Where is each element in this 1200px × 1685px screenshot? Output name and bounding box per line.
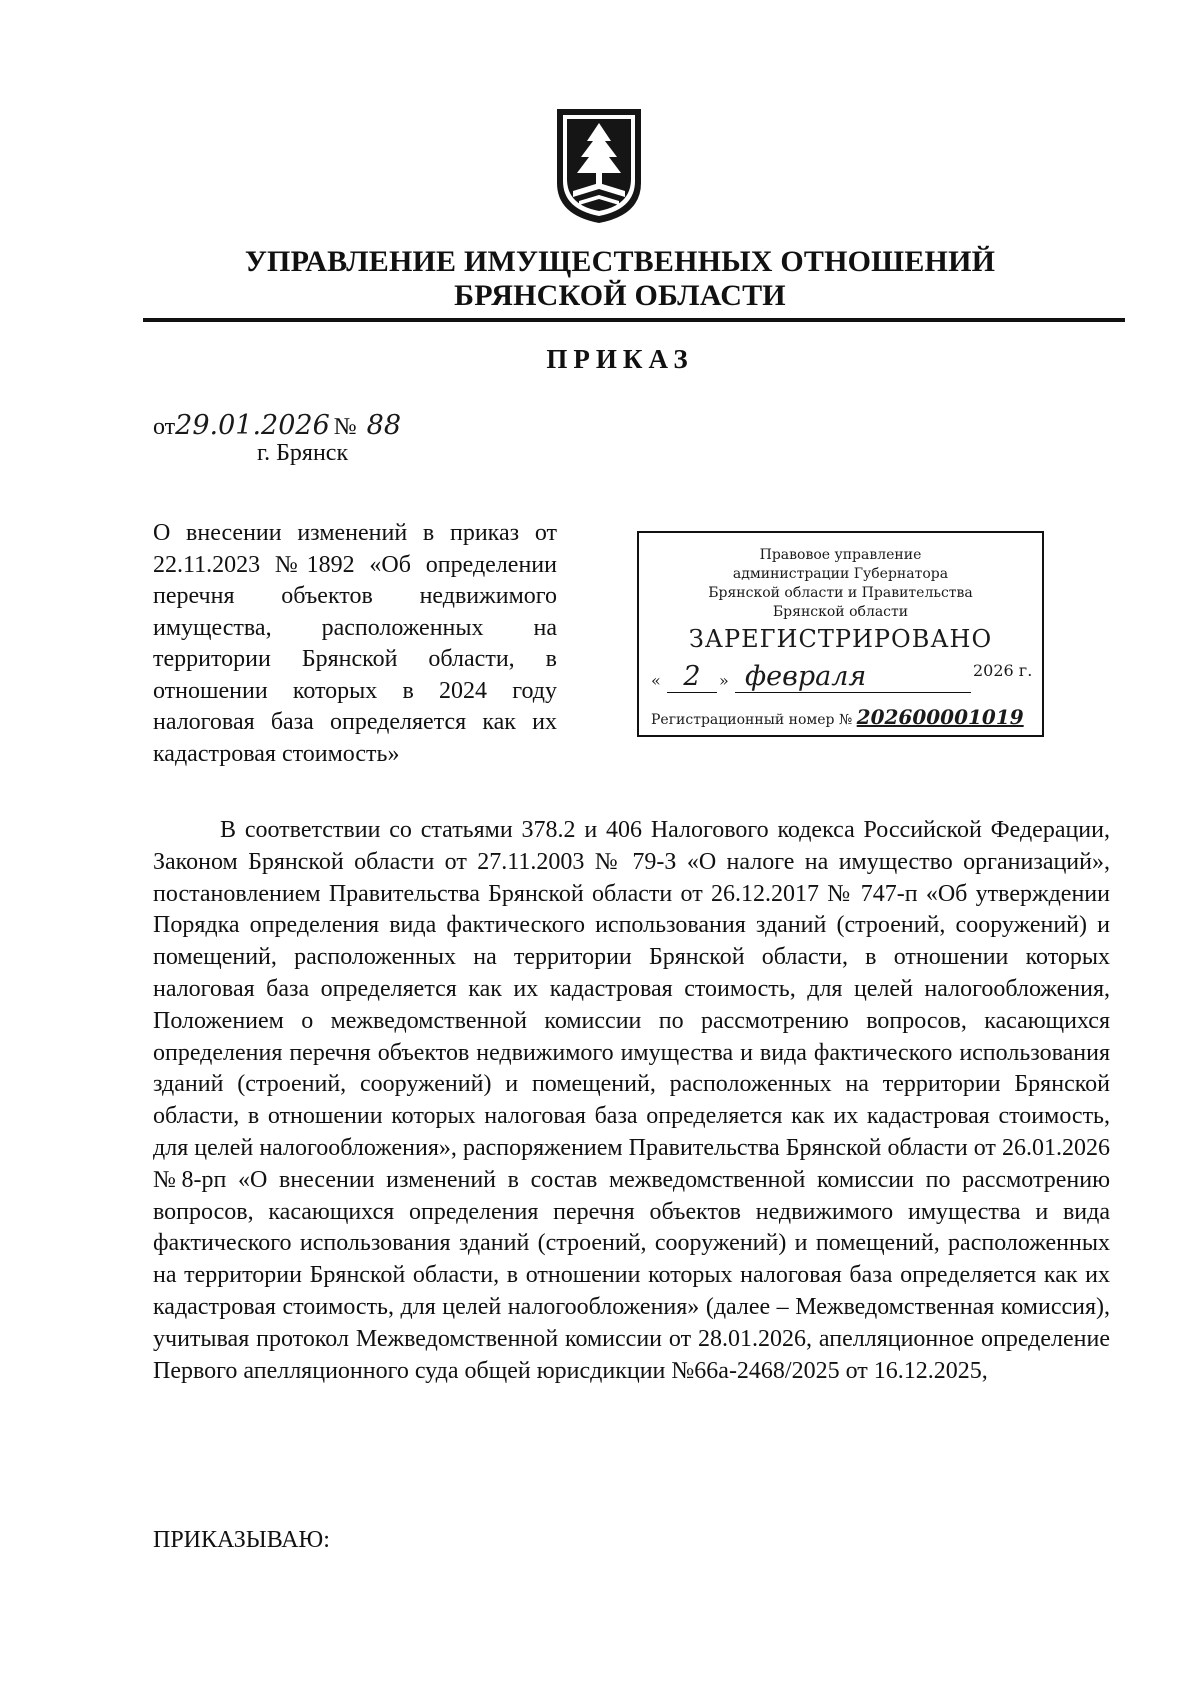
registration-stamp: [637, 531, 1044, 737]
stamp-reg-value: 202600001019: [856, 705, 1024, 729]
city: г. Брянск: [257, 440, 349, 466]
stamp-quote-open: «: [651, 671, 661, 690]
stamp-day: 2: [667, 661, 717, 693]
order-date: 29.01.2026: [175, 410, 330, 441]
order-number: 88: [366, 410, 402, 441]
header-divider: [143, 318, 1125, 322]
stamp-line-3: Брянской области и Правительства: [708, 585, 973, 601]
document-type: ПРИКАЗ: [546, 344, 694, 374]
stamp-line-2: администрации Губернатора: [732, 566, 949, 582]
stamp-quote-close: »: [719, 671, 729, 690]
stamp-line-1: Правовое управление: [759, 547, 922, 563]
stamp-reg-number: [651, 705, 1034, 729]
preamble-paragraph: В соответствии со статьями 378.2 и 406 Налогового кодекса Российской Федерации, Законом Брянской области от 27.11.2003 № 79-З «О налоге на имущество организаций», постановлением Правительства Брянской области от 26.12.2017 № 747-п «Об утверждении Порядка определения вида фактического использования зданий (строений, сооружений) и помещений, расположенных на территории Брянской области, в отношении которых налоговая база определяется как их кадастровая стоимость, для целей налогообложения, Положением о межведомственной комиссии по рассмотрению вопросов, касающихся определения перечня объектов недвижимого имущества и вида фактического использования зданий (строений, сооружений) и помещений, расположенных на территории Брянской области, в отношении которых налоговая база определяется как их кадастровая стоимость, для целей налогообложения», распоряжением Правительства Брянской области от 26.01.2026 №8-рп «О внесении изменений в состав межведомственной комиссии по рассмотрению вопросов, касающихся определения перечня объектов недвижимого имущества и вида фактического использования зданий (строений, сооружений) и помещений, расположенных на территории Брянской области, в отношении которых налоговая база определяется как их кадастровая стоимость, для целей налогообложения» (далее – Межведомственная комиссия), учитывая протокол Межведомственной комиссии от 28.01.2026, апелляционное определение Первого апелляционного суда общей юрисдикции №66а-2468/2025 от 16.12.2025,: [153, 817, 1110, 1384]
stamp-line-4: Брянской области: [772, 604, 909, 620]
coat-of-arms-icon: [553, 105, 645, 227]
stamp-registered: ЗАРЕГИСТРИРОВАНО: [688, 625, 993, 653]
stamp-month: февраля: [735, 661, 971, 693]
organization-title-line1: УПРАВЛЕНИЕ ИМУЩЕСТВЕННЫХ ОТНОШЕНИЙ: [244, 245, 996, 278]
stamp-year: 2026 г.: [973, 661, 1033, 680]
order-date-number: [153, 410, 401, 441]
order-directive: ПРИКАЗЫВАЮ:: [153, 1527, 330, 1553]
order-subject: О внесении изменений в приказ от 22.11.2023 №1892 «Об определении перечня объектов недвижимого имущества, расположенных на территории Брянской области, в отношении которых в 2024 году налоговая база определяется как их кадастровая стоимость»: [153, 520, 557, 767]
stamp-date: [651, 661, 1034, 695]
organization-title: [140, 245, 1100, 313]
stamp-reg-label: Регистрационный номер №: [651, 712, 853, 728]
number-prefix: №: [333, 414, 357, 440]
date-prefix: от: [153, 414, 176, 440]
organization-title-line2: БРЯНСКОЙ ОБЛАСТИ: [454, 279, 786, 312]
